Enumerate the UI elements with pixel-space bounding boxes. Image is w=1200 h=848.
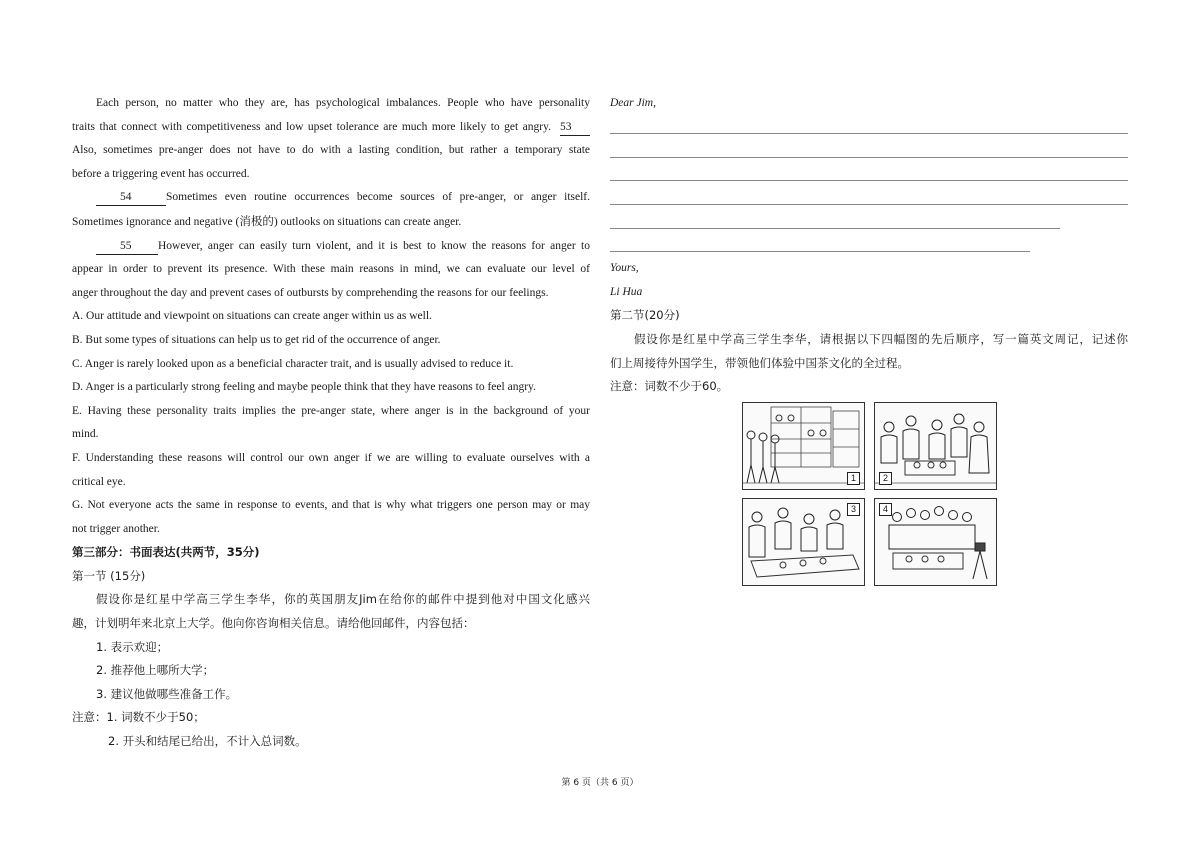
panel-4-drawing [875,499,997,586]
passage-p2-line2-b: ) outlooks on situations can create anger. [273,215,462,228]
letter-closing: Yours, [610,262,639,275]
part3-heading: 第三部分：书面表达(共两节，35分) [72,545,260,560]
option-a: A. Our attitude and viewpoint on situations can create anger within us as well. [72,310,432,323]
option-f-line2: critical eye. [72,475,126,488]
writing-line-3[interactable] [610,163,1128,187]
option-c: C. Anger is rarely looked upon as a beneficial character trait, and is usually advised to reduce it. [72,357,514,370]
right-column [610,92,1128,399]
option-e-line1: E. Having these personality traits implies the pre-anger state, where anger is in the background of your [72,404,590,417]
writing-line-4[interactable] [610,186,1128,210]
option-g-line2: not trigger another. [72,522,160,535]
writing-line-5[interactable] [610,210,1128,234]
task1-note-2: 2. 开头和结尾已给出，不计入总词数。 [108,734,307,749]
illustration-panel-2 [874,402,997,490]
passage-p1-line1: Each person, no matter who they are, has psychological imbalances. People who have personality [96,97,590,109]
passage-p1-line2-text: traits that connect with competitiveness and low upset tolerance are much more likely to get angry. [72,120,551,133]
passage-p3-line1 [72,235,590,259]
option-d: D. Anger is a particularly strong feeling and maybe people think that they have reasons to feel angry. [72,381,536,394]
task2-line1: 假设你是红星中学高三学生李华，请根据以下四幅图的先后顺序，写一篇英文周记，记述你 [634,331,1128,346]
panel-2-drawing [875,403,997,490]
task1-item-2: 2. 推荐他上哪所大学； [96,663,215,678]
task1-item-1: 1. 表示欢迎； [96,639,169,654]
panel-number-4: 4 [879,503,892,516]
task2-note: 注意：词数不少于60。 [610,379,729,394]
passage-p1-line4: before a triggering event has occurred. [72,167,250,180]
task2-line2: 们上周接待外国学生，带领他们体验中国茶文化的全过程。 [610,355,909,370]
blank-53[interactable]: 53 [560,120,590,136]
passage-p2-line2 [72,210,590,235]
writing-line-1[interactable] [610,116,1128,140]
passage-p3-line1-text: However, anger can easily turn violent, and it is best to know the reasons for anger to [158,239,590,252]
panel-number-2: 2 [879,472,892,485]
left-column [72,92,590,754]
section1-title: 第一节 (15分) [72,568,146,583]
illustration-panel-4 [874,498,997,586]
passage-p2-line1 [72,186,590,210]
passage-p3-line3: anger throughout the day and prevent cases of outbursts by comprehending the reasons for our feelings. [72,286,549,299]
section2-title: 第二节(20分) [610,308,680,323]
passage-p2-line1-text: Sometimes even routine occurrences become sources of pre-anger, or anger itself. [166,191,590,204]
task1-note-1: 注意：1. 词数不少于50； [72,710,205,725]
task1-line1: 假设你是红星中学高三学生李华，你的英国朋友Jim在给你的邮件中提到他对中国文化感兴 [96,592,590,607]
passage-p1-line2 [72,116,590,140]
page-footer: 第 6 页（共 6 页） [561,778,639,788]
option-g-line1: G. Not everyone acts the same in response to events, and that is why what triggers one person may or may [72,499,590,512]
option-b: B. But some types of situations can help us to get rid of the occurrence of anger. [72,333,441,346]
writing-line-2[interactable] [610,139,1128,163]
letter-greeting: Dear Jim, [610,97,656,109]
passage-p3-line2: appear in order to prevent its presence. With these main reasons in mind, we can evaluate our level of [72,263,590,276]
illustration-panel-3 [742,498,865,586]
task1-line2: 趣，计划明年来北京上大学。他向你咨询相关信息。请给他回邮件，内容包括： [72,616,475,631]
passage-p2-line2-cn: 消极的 [239,213,274,228]
illustration-panel-1 [742,402,865,490]
writing-line-6[interactable] [610,234,1128,258]
letter-signature: Li Hua [610,285,643,298]
task1-item-3: 3. 建议他做哪些准备工作。 [96,686,238,701]
option-e-line2: mind. [72,428,99,441]
option-f-line1: F. Understanding these reasons will control our own anger if we are willing to evaluate ourselves with a [72,451,590,464]
panel-number-3: 3 [847,503,860,516]
blank-54[interactable]: 54 [96,190,166,206]
blank-55[interactable]: 55 [96,239,158,255]
panel-number-1: 1 [847,472,860,485]
tea-culture-illustration [742,402,998,586]
passage-p2-line2-a: Sometimes ignorance and negative ( [72,215,240,228]
passage-p1-line3: Also, sometimes pre-anger does not have to do with a lasting condition, but rather a temporary state [72,144,590,157]
